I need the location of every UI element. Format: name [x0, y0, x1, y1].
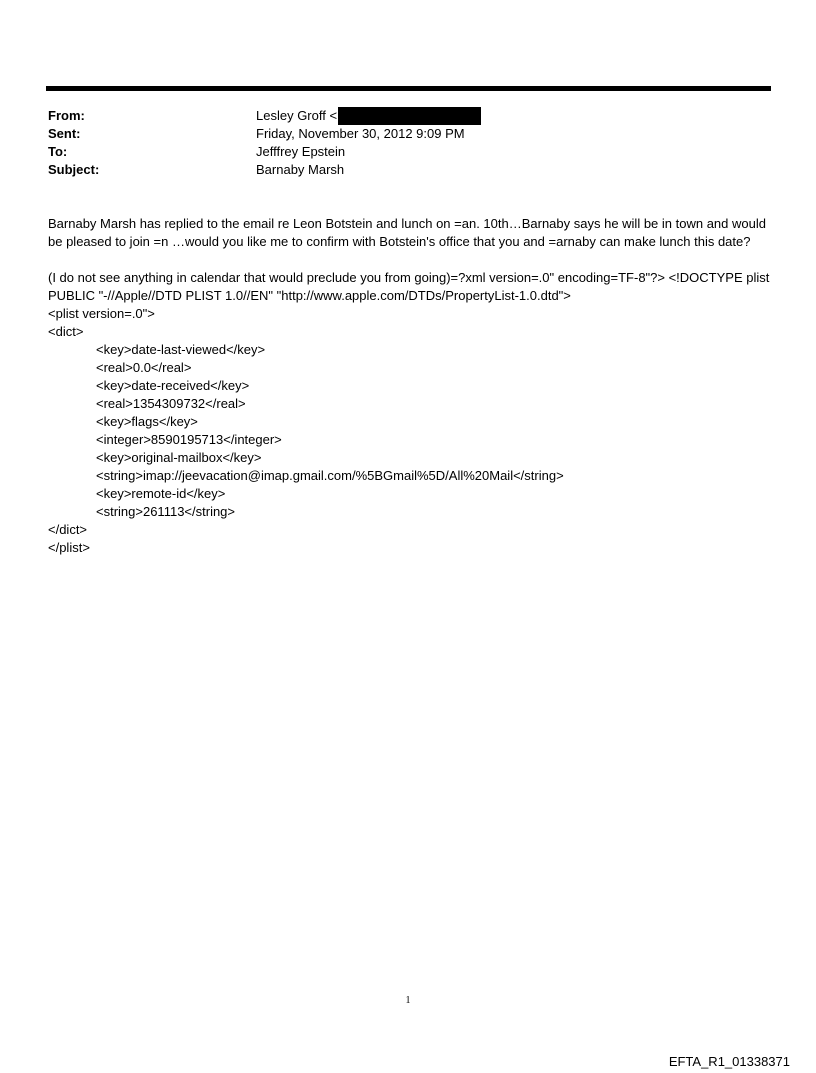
dict-line: <key>original-mailbox</key>	[96, 450, 262, 465]
dict-close-line: </dict>	[48, 522, 88, 537]
plist-block	[48, 305, 770, 557]
redaction-block	[338, 107, 481, 125]
to-row	[48, 143, 768, 161]
dict-line: <string>imap://jeevacation@imap.gmail.com/%5BGmail%5D/All%20Mail</string>	[96, 468, 564, 483]
body-paragraph-2: (I do not see anything in calendar that would preclude you from going)=?xml version=.0" encoding=TF-8"?> <!DOCTYPE plist PUBLIC "-//Apple//DTD PLIST 1.0//EN" "http://www.apple.com/DTDs/PropertyList-1.0.dtd">	[48, 270, 770, 303]
email-body	[48, 215, 770, 557]
subject-row	[48, 161, 768, 179]
to-value: Jefffrey Epstein	[256, 144, 346, 159]
dict-line: <key>date-received</key>	[96, 378, 250, 393]
dict-line: <string>261113</string>	[96, 504, 236, 519]
subject-value: Barnaby Marsh	[256, 162, 345, 177]
header-divider	[46, 86, 771, 91]
subject-label: Subject:	[48, 162, 100, 177]
from-value: Lesley Groff <	[256, 108, 338, 123]
dict-line: <key>flags</key>	[96, 414, 198, 429]
sent-row	[48, 125, 768, 143]
dict-line: <real>1354309732</real>	[96, 396, 246, 411]
plist-close-line: </plist>	[48, 540, 90, 555]
dict-line: <key>date-last-viewed</key>	[96, 342, 266, 357]
plist-open-line: <plist version=.0">	[48, 306, 155, 321]
to-label: To:	[48, 144, 68, 159]
from-field	[256, 107, 768, 125]
bates-number: EFTA_R1_01338371	[668, 1054, 790, 1069]
dict-open-line: <dict>	[48, 324, 84, 339]
from-row	[48, 107, 768, 125]
sent-value: Friday, November 30, 2012 9:09 PM	[256, 126, 465, 141]
dict-line: <real>0.0</real>	[96, 360, 192, 375]
dict-line: <key>remote-id</key>	[96, 486, 226, 501]
sent-label: Sent:	[48, 126, 81, 141]
page-number: 1	[405, 995, 411, 1006]
body-paragraph-1: Barnaby Marsh has replied to the email re Leon Botstein and lunch on =an. 10th…Barnaby says he will be in town and would be pleased to join =n …would you like me to confirm with Botstein's office that you and =arnaby can make lunch this date?	[48, 216, 766, 249]
dict-line: <integer>8590195713</integer>	[96, 432, 282, 447]
from-label: From:	[48, 108, 85, 123]
email-header	[48, 107, 768, 179]
